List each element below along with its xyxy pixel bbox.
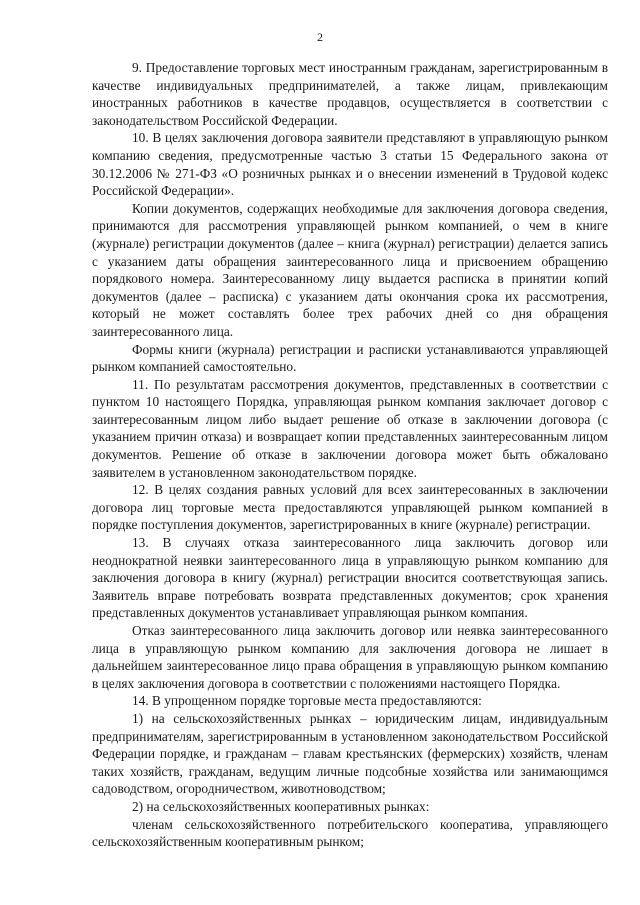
paragraph-12: 12. В целях создания равных условий для всех заинтересованных в заключении договора лиц торговые места предоставляются управляющей рынком компанией в порядке поступления документов, зарегистрированных в книге (журнале) регистрации. (92, 482, 608, 533)
paragraph-13-refusal: Отказ заинтересованного лица заключить договор или неявка заинтересованного лица в управляющую рынком компанию для заключения договора не лишает в дальнейшем заинтересованное лицо права обращения в управляющую рынком компанию в целях заключения договора в соответствии с положениями настоящего Порядка. (92, 623, 608, 691)
paragraph-13: 13. В случаях отказа заинтересованного лица заключить договор или неоднократной неявки заинтересованного лица в управляющую рынком компанию для заключения договора в книгу (журнал) регистрации вносится соответствующая запись. Заявитель вправе потребовать возврата представленных документов; срок хранения представленных документов устанавливает управляющая рынком компания. (92, 535, 608, 621)
paragraph-14: 14. В упрощенном порядке торговые места предоставляются: (132, 693, 482, 709)
document-body (92, 59, 608, 851)
paragraph-10-forms: Формы книги (журнала) регистрации и расписки устанавливаются управляющей рынком компанией самостоятельно. (92, 341, 608, 375)
paragraph-10-copies: Копии документов, содержащих необходимые для заключения договора сведения, принимаются для рассмотрения управляющей рынком компанией, о чем в книге (журнале) регистрации документов (далее – книга (журнал) регистрации) делается запись с указанием даты обращения заинтересованного лица и присвоением обращению порядкового номера. Заинтересованному лицу выдается расписка в принятии копий документов (далее – расписка) с указанием даты окончания срока их рассмотрения, который не может составлять более трех рабочих дней со дня обращения заинтересованного лица. (92, 200, 608, 339)
paragraph-14-item-1: 1) на сельскохозяйственных рынках – юридическим лицам, индивидуальным предпринимателям, зарегистрированным в установленном законодательством Российской Федерации порядке, и гражданам – главам крестьянских (фермерских) хозяйств, членам таких хозяйств, гражданам, ведущим личные подсобные хозяйства или занимающимся садоводством, огородничеством, животноводством; (92, 710, 608, 797)
page-number: 2 (317, 30, 323, 44)
paragraph-14-item-2: 2) на сельскохозяйственных кооперативных рынках: (132, 798, 430, 814)
paragraph-9: 9. Предоставление торговых мест иностранным гражданам, зарегистрированным в качестве индивидуальных предпринимателей, а также лицам, привлекающим иностранных работников в качестве продавцов, осуществляется в соответствии с законодательством Российской Федерации. (92, 60, 608, 128)
paragraph-11: 11. По результатам рассмотрения документов, представленных в соответствии с пунктом 10 настоящего Порядка, управляющая рынком компания заключает договор с заинтересованным лицом либо выдает решение об отказе в заключении договора (с указанием причин отказа) и возвращает копии представленных заинтересованным лицом документов. Решение об отказе в заключении договора может быть обжаловано заявителем в установленном законодательством порядке. (92, 376, 608, 480)
paragraph-14-item-2-members: членам сельскохозяйственного потребительского кооператива, управляющего сельскохозяйственным кооперативным рынком; (92, 816, 608, 850)
paragraph-10: 10. В целях заключения договора заявители представляют в управляющую рынком компанию сведения, предусмотренные частью 3 статьи 15 Федерального закона от 30.12.2006 № 271-ФЗ «О розничных рынках и о внесении изменений в Трудовой кодекс Российской Федерации». (92, 130, 608, 199)
